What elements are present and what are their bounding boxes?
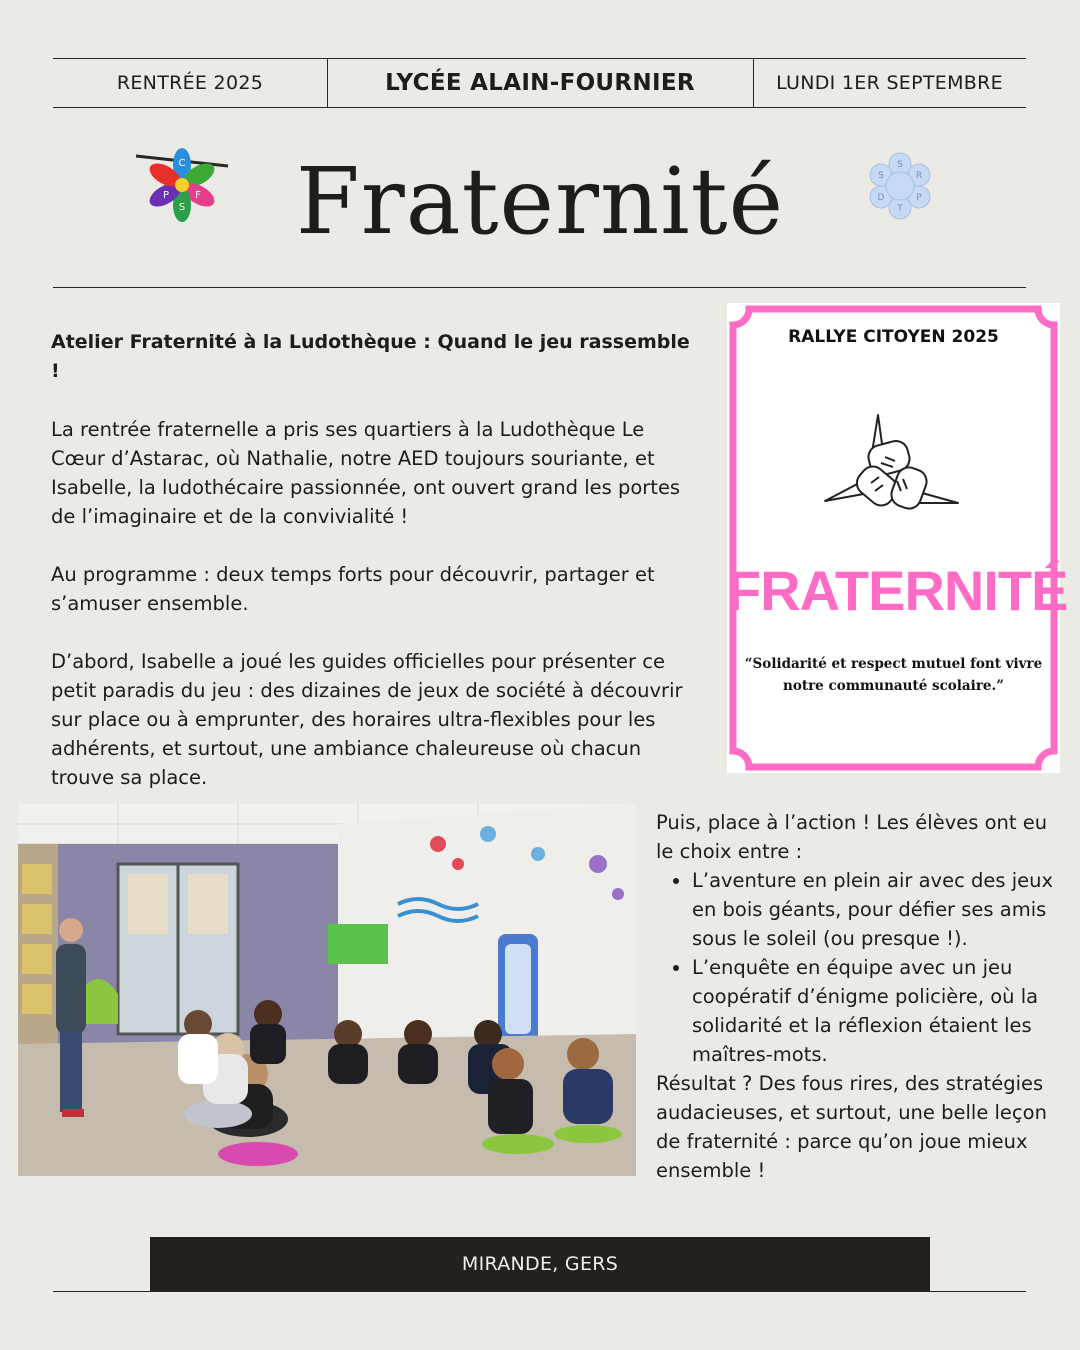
flower-letter: D [877,193,885,203]
blue-flower-icon [862,150,938,222]
poster-quote: “Solidarité et respect mutuel font vivre notre communauté scolaire.” [744,656,1043,694]
footer-rule [53,1291,1026,1292]
flower-letter: S [897,160,903,170]
footer-location: MIRANDE, GERS [150,1237,930,1291]
flower-letter: T [897,204,903,214]
flower-letter: S [178,202,186,213]
title-rule [53,287,1026,288]
article-continuation [656,808,1056,1185]
ludotheque-photo [18,804,636,1176]
continuation-intro: Puis, place à l’action ! Les élèves ont eu le choix entre : [656,811,1048,863]
flower-letter: P [916,193,922,203]
flower-letter: R [915,171,923,181]
colorful-flower-icon [132,148,232,222]
header-school-name: LYCÉE ALAIN-FOURNIER [385,70,695,96]
list-item: • L’aventure en plein air avec des jeux en bois géants, pour défier ses amis sous le soleil (ou presque !). [692,866,1056,953]
poster-title: RALLYE CITOYEN 2025 [788,327,999,347]
article-headline: Atelier Fraternité à la Ludothèque : Quand le jeu rassemble ! [51,331,690,382]
flower-letter: F [195,190,201,201]
rallye-poster [727,303,1068,773]
article-paragraph: La rentrée fraternelle a pris ses quartiers à la Ludothèque Le Cœur d’Astarac, où Nathalie, notre AED toujours souriante, et Isabelle, la ludothécaire passionnée, ont ouvert grand les portes de l’imaginaire et de la convivialité ! [51,418,681,528]
photo-scene [18,804,636,1176]
flower-letter: S [878,171,884,181]
header-date: LUNDI 1ER SEPTEMBRE [776,72,1003,94]
article-paragraph: Au programme : deux temps forts pour découvrir, partager et s’amuser ensemble. [51,563,655,615]
flower-letter: C [178,158,186,169]
article [51,328,696,821]
joined-hands-icon [823,411,963,526]
continuation-conclusion: Résultat ? Des fous rires, des stratégies audacieuses, et surtout, une belle leçon de fraternité : parce qu’on joue mieux ensemble ! [656,1072,1047,1182]
article-paragraph: D’abord, Isabelle a joué les guides officielles pour présenter ce petit paradis du jeu : des dizaines de jeux de société à découvrir sur place ou à emprunter, des horaires ultra-flexibles pour les adhérents, et surtout, une ambiance chaleureuse où chacun trouve sa place. [51,650,683,789]
list-item: • L’enquête en équipe avec un jeu coopératif d’énigme policière, où la solidarité et la réflexion étaient les maîtres-mots. [692,953,1056,1069]
header-edition: RENTRÉE 2025 [116,72,264,94]
page-title: Fraternité [295,148,785,255]
flower-letter: P [162,190,170,201]
poster-frame [727,303,1068,773]
activity-list [656,866,1056,1069]
poster-headline: FRATERNITÉ [727,559,1068,622]
